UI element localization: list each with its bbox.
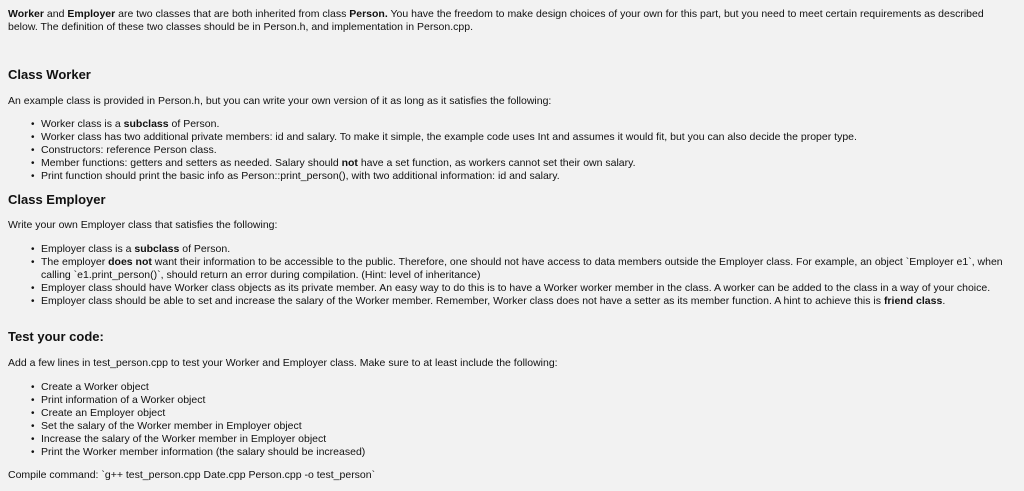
list-item xyxy=(41,118,1004,131)
list-item: • Increase the salary of the Worker member in Employer object xyxy=(41,433,1004,446)
employer-requirements-list xyxy=(0,243,1004,308)
list-item: • Print function should print the basic info as Person::print_person(), with two additional information: id and salary. xyxy=(41,170,1004,183)
employer-description: Write your own Employer class that satisfies the following: xyxy=(8,219,278,231)
test-checklist xyxy=(0,381,1004,459)
item-text: of Person. xyxy=(179,243,231,255)
worker-term: Worker xyxy=(8,8,44,20)
worker-requirements-list xyxy=(0,118,1004,183)
compile-command: Compile command: `g++ test_person.cpp Date.cpp Person.cpp -o test_person` xyxy=(8,469,376,481)
intro-text-3: You have the freedom to make design choices of your own for this part, but you need to meet certain requirements as described below. The definition of these two classes should be in Person.h, and implementation in Person.cpp. xyxy=(8,8,984,33)
list-item xyxy=(41,256,1004,282)
list-item xyxy=(41,243,1004,256)
employer-heading: Class Employer xyxy=(8,192,106,207)
item-bold: subclass xyxy=(134,243,180,255)
worker-heading: Class Worker xyxy=(8,67,91,82)
item-text: want their information to be accessible to the public. Therefore, one should not have access to data members outside the Employer class. For example, an object `Employer e1`, when calling `e1.print_person()`, should return an error during compilation. (Hint: level of inheritance) xyxy=(41,256,1003,281)
item-text: have a set function, as workers cannot set their own salary. xyxy=(357,157,636,169)
item-bold: friend class xyxy=(883,295,943,307)
test-description: Add a few lines in test_person.cpp to test your Worker and Employer class. Make sure to at least include the following: xyxy=(8,357,558,369)
worker-description: An example class is provided in Person.h, but you can write your own version of it as long as it satisfies the following: xyxy=(8,95,552,107)
intro-paragraph xyxy=(8,8,1004,34)
item-text: Worker class is a xyxy=(41,118,124,130)
item-text: Employer class should be able to set and increase the salary of the Worker member. Remember, Worker class does not have a setter as its member function. A hint to achieve this is xyxy=(41,295,884,307)
item-bold: subclass xyxy=(123,118,169,130)
item-bold: not xyxy=(341,157,358,169)
list-item: • Employer class should have Worker class objects as its private member. An easy way to do this is to have a Worker worker member in the class. A worker can be added to the class in a way of your choice. xyxy=(41,282,1004,295)
list-item: • Print the Worker member information (the salary should be increased) xyxy=(41,446,1004,459)
list-item: • Worker class has two additional private members: id and salary. To make it simple, the example code uses Int and assumes it would fit, but you can also decide the proper type. xyxy=(41,131,1004,144)
intro-text-1: and xyxy=(44,8,68,20)
item-text: of Person. xyxy=(168,118,220,130)
list-item xyxy=(41,157,1004,170)
item-text: . xyxy=(942,295,946,307)
list-item: • Create an Employer object xyxy=(41,407,1004,420)
list-item: • Constructors: reference Person class. xyxy=(41,144,1004,157)
intro-text-2: are two classes that are both inherited from class xyxy=(115,8,350,20)
item-text: The employer xyxy=(41,256,109,268)
person-term: Person. xyxy=(349,8,388,20)
list-item xyxy=(41,295,1004,308)
item-text: Employer class is a xyxy=(41,243,135,255)
test-heading: Test your code: xyxy=(8,329,104,344)
employer-term: Employer xyxy=(67,8,116,20)
list-item: • Set the salary of the Worker member in Employer object xyxy=(41,420,1004,433)
item-bold: does not xyxy=(108,256,152,268)
item-text: Member functions: getters and setters as needed. Salary should xyxy=(41,157,342,169)
list-item: • Print information of a Worker object xyxy=(41,394,1004,407)
list-item: • Create a Worker object xyxy=(41,381,1004,394)
